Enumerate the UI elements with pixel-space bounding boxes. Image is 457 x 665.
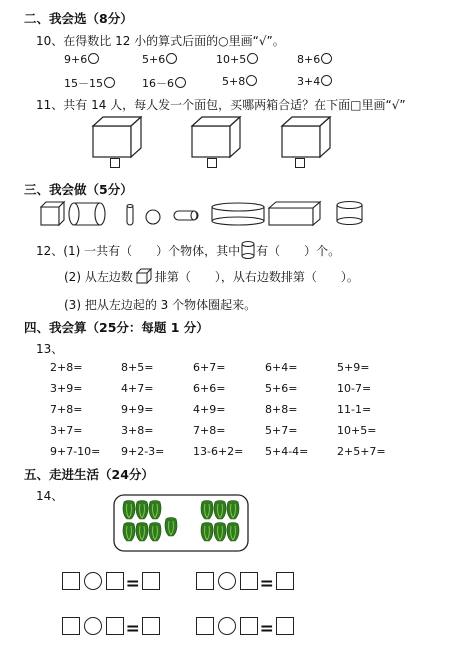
answer-circle[interactable] <box>104 77 115 88</box>
calc-item: 8+5= <box>121 361 154 374</box>
equation-blank[interactable]: = <box>62 617 160 639</box>
calc-item: 2+5+7= <box>337 445 386 458</box>
answer-box[interactable] <box>207 158 217 168</box>
short-cylinder-icon <box>337 202 362 225</box>
answer-circle[interactable] <box>88 53 99 64</box>
small-cylinder-lying-icon <box>174 211 198 220</box>
q10-item: 5+8 <box>222 75 257 88</box>
calc-item: 5+4-4= <box>265 445 309 458</box>
q12-3: (3) 把从左边起的 3 个物体圈起来。 <box>64 298 257 312</box>
q10-item: 5+6 <box>142 53 177 66</box>
q12-1: 12、(1) 一共有（ ）个物体，其中 有（ ）个。 <box>36 240 340 260</box>
q13-label: 13、 <box>36 342 64 356</box>
cube-icon <box>41 202 64 225</box>
calc-item: 6+6= <box>193 382 226 395</box>
q10-item: 3+4 <box>297 75 332 88</box>
answer-circle[interactable] <box>321 75 332 86</box>
q10-text: 10、在得数比 12 小的算式后面的○里画“√”。 <box>36 34 285 48</box>
answer-circle[interactable] <box>166 53 177 64</box>
calc-item: 9+7-10= <box>50 445 101 458</box>
calc-item: 9+2-3= <box>121 445 165 458</box>
calc-item: 8+8= <box>265 403 298 416</box>
calc-item: 10+5= <box>337 424 377 437</box>
calc-item: 5+6= <box>265 382 298 395</box>
calc-item: 5+9= <box>337 361 370 374</box>
answer-circle[interactable] <box>247 53 258 64</box>
section5-title: 五、走进生活（24分） <box>24 467 154 482</box>
equation-blank[interactable]: = <box>196 617 294 639</box>
q14-label: 14、 <box>36 489 64 503</box>
q10-item: 8+6 <box>297 53 332 66</box>
cylinder-icon <box>241 240 255 260</box>
section3-title: 三、我会做（5分） <box>24 182 133 197</box>
vegetable-picture <box>113 494 249 552</box>
answer-circle[interactable] <box>321 53 332 64</box>
sphere-icon <box>146 210 160 224</box>
calc-item: 3+8= <box>121 424 154 437</box>
section4-title: 四、我会算（25分：每题 1 分） <box>24 320 209 335</box>
solid-shapes-row <box>38 199 368 229</box>
answer-circle[interactable] <box>246 75 257 86</box>
calc-item: 4+9= <box>193 403 226 416</box>
calc-item: 6+4= <box>265 361 298 374</box>
calc-item: 4+7= <box>121 382 154 395</box>
calc-item: 7+8= <box>50 403 83 416</box>
calc-item: 5+7= <box>265 424 298 437</box>
q10-item: 9+6 <box>64 53 99 66</box>
box-illustration-3 <box>282 117 330 157</box>
box-illustrations <box>88 116 348 174</box>
calc-item: 2+8= <box>50 361 83 374</box>
calc-item: 13-6+2= <box>193 445 244 458</box>
q10-item: 15－15 <box>64 75 115 91</box>
calc-item: 9+9= <box>121 403 154 416</box>
q11-text: 11、共有 14 人，每人发一个面包，买哪两箱合适？在下面□里画“√” <box>36 98 406 112</box>
box-illustration-1 <box>93 117 141 157</box>
answer-box[interactable] <box>295 158 305 168</box>
q12-2: (2) 从左边数 排第（ ），从右边数排第（ ）。 <box>64 270 359 284</box>
q10-item: 16－6 <box>142 75 186 91</box>
calc-item: 7+8= <box>193 424 226 437</box>
cylinder-lying-icon <box>69 203 105 225</box>
q10-item: 10+5 <box>216 53 258 66</box>
calc-item: 6+7= <box>193 361 226 374</box>
thin-cylinder-icon <box>127 205 133 226</box>
equation-blank[interactable]: = <box>62 572 160 594</box>
calc-item: 3+7= <box>50 424 83 437</box>
calc-item: 10-7= <box>337 382 372 395</box>
flat-cylinder-icon <box>212 203 264 225</box>
cube-icon <box>136 268 152 284</box>
section2-title: 二、我会选（8分） <box>24 11 133 26</box>
answer-circle[interactable] <box>175 77 186 88</box>
calc-item: 3+9= <box>50 382 83 395</box>
equation-blank[interactable]: = <box>196 572 294 594</box>
answer-box[interactable] <box>110 158 120 168</box>
calc-item: 11-1= <box>337 403 372 416</box>
cuboid-icon <box>269 202 320 225</box>
box-illustration-2 <box>192 117 240 157</box>
